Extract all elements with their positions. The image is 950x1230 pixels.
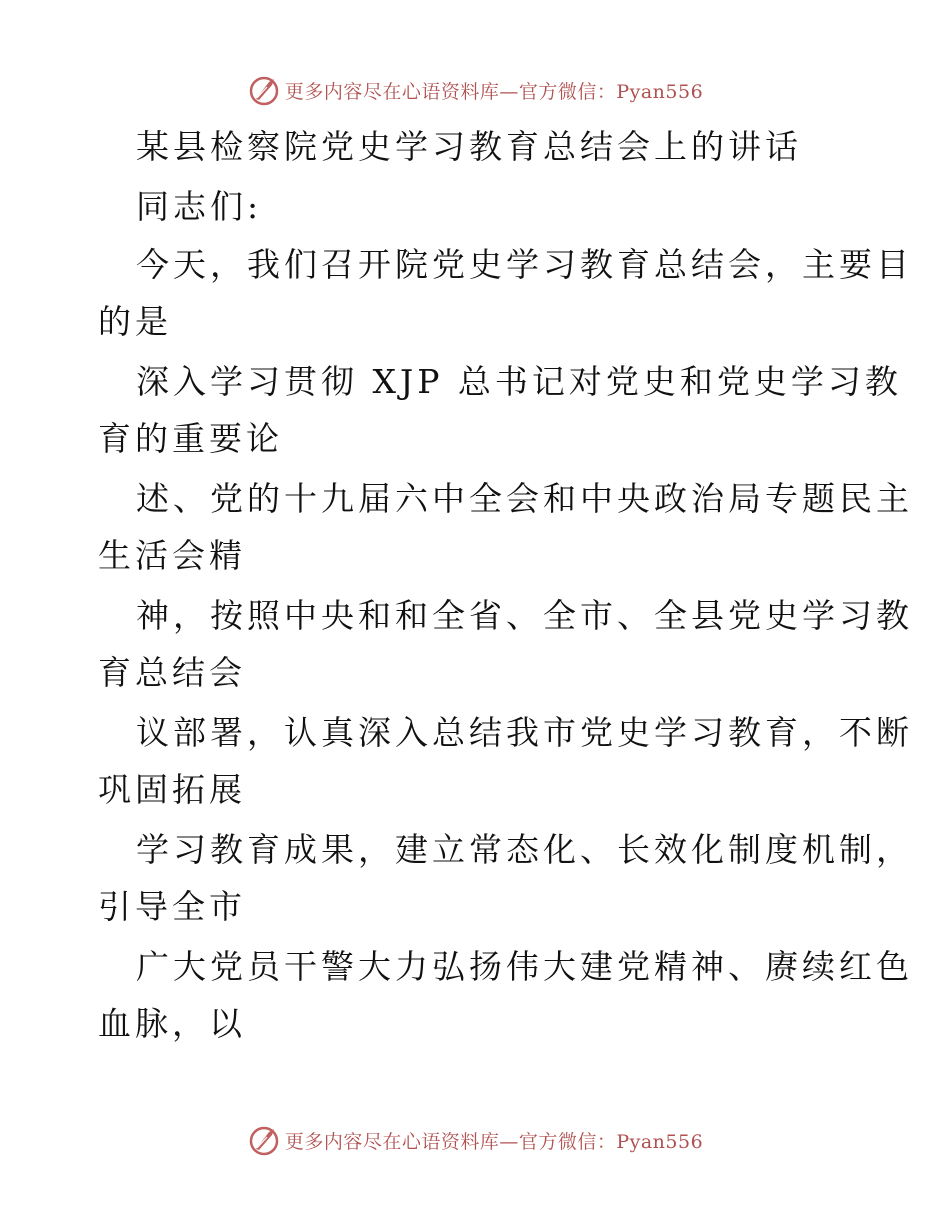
watermark-text: 更多内容尽在心语资料库—官方微信：Pyan556 xyxy=(284,1130,704,1153)
paragraph-line: 述、党的十九届六中全会和中央政治局专题民主 xyxy=(136,479,913,518)
quill-pen-logo-icon xyxy=(247,1123,281,1157)
paragraph-line: 广大党员干警大力弘扬伟大建党精神、赓续红色 xyxy=(136,947,913,986)
paragraph-line: 的是 xyxy=(98,302,172,341)
paragraph-line: 巩固拓展 xyxy=(98,770,246,809)
paragraph-line: 神，按照中央和和全省、全市、全县党史学习教 xyxy=(136,596,913,635)
paragraph-line: 深入学习贯彻 XJP 总书记对党史和党史学习教 xyxy=(136,362,902,401)
paragraph-line: 今天，我们召开院党史学习教育总结会，主要目 xyxy=(136,245,913,284)
document-title: 某县检察院党史学习教育总结会上的讲话 xyxy=(136,127,802,166)
paragraph-line: 生活会精 xyxy=(98,536,246,575)
watermark-text: 更多内容尽在心语资料库—官方微信：Pyan556 xyxy=(284,80,704,103)
paragraph-line: 议部署，认真深入总结我市党史学习教育，不断 xyxy=(136,713,913,752)
salutation: 同志们: xyxy=(136,187,263,226)
paragraph-line: 学习教育成果，建立常态化、长效化制度机制， xyxy=(136,830,913,869)
paragraph-line: 育总结会 xyxy=(98,653,246,692)
paragraph-line: 引导全市 xyxy=(98,887,246,926)
footer-watermark xyxy=(0,1120,950,1160)
paragraph-line: 血脉，以 xyxy=(98,1004,246,1043)
paragraph-line: 育的重要论 xyxy=(98,419,283,458)
header-watermark xyxy=(0,70,950,110)
quill-pen-logo-icon xyxy=(247,73,281,107)
